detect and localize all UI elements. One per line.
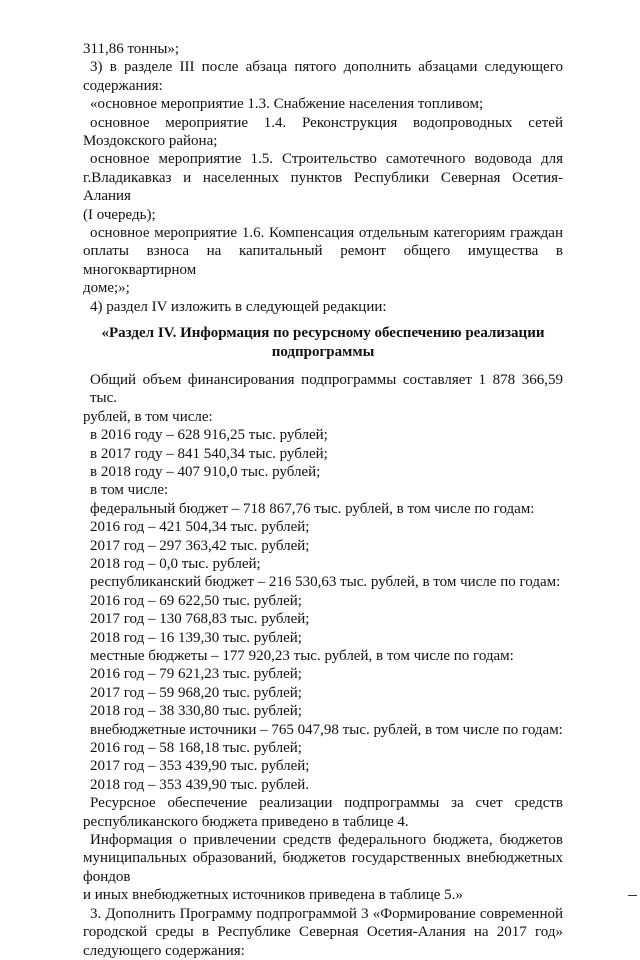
text-line: и иных внебюджетных источников приведена в таблице 5.» xyxy=(83,887,463,904)
section-heading-line-2: подпрограммы xyxy=(271,343,375,360)
text-line: основное мероприятие 1.4. Реконструкция водопроводных сетей xyxy=(90,114,563,131)
text-line: местные бюджеты – 177 920,23 тыс. рублей, в том числе по годам: xyxy=(90,648,514,664)
corner-mark xyxy=(628,895,637,896)
text-line: «основное мероприятие 1.3. Снабжение населения топливом; xyxy=(90,96,484,113)
text-line: Моздокского района; xyxy=(83,133,218,150)
text-line: республиканского бюджета приведено в таблице 4. xyxy=(83,813,409,830)
section-heading xyxy=(83,324,563,361)
text-line: 311,86 тонны»; xyxy=(83,41,180,57)
text-line: федеральный бюджет – 718 867,76 тыс. рублей, в том числе по годам: xyxy=(90,500,535,517)
text-line: 3. Дополнить Программу подпрограммой 3 «Формирование современной xyxy=(90,905,563,922)
text-line: 2016 год – 58 168,18 тыс. рублей; xyxy=(90,740,302,757)
text-line: основное мероприятие 1.6. Компенсация отдельным категориям граждан xyxy=(90,225,563,242)
text-line: 2018 год – 353 439,90 тыс. рублей. xyxy=(90,776,310,793)
text-line: 2017 год – 130 768,83 тыс. рублей; xyxy=(90,611,310,628)
text-line: в том числе: xyxy=(90,482,169,499)
document-page xyxy=(83,40,563,960)
text-line: 2017 год – 59 968,20 тыс. рублей; xyxy=(90,684,302,701)
text-line: республиканский бюджет – 216 530,63 тыс. рублей, в том числе по годам: xyxy=(90,574,561,591)
text-line: 4) раздел IV изложить в следующей редакции: xyxy=(90,298,387,315)
text-line: 2018 год – 16 139,30 тыс. рублей; xyxy=(90,629,302,646)
text-line: в 2017 году – 841 540,34 тыс. рублей; xyxy=(90,445,328,462)
text-line: Ресурсное обеспечение реализации подпрограммы за счет средств xyxy=(90,795,563,812)
text-line: доме;»; xyxy=(83,280,130,297)
text-line: 2017 год – 353 439,90 тыс. рублей; xyxy=(90,758,310,775)
text-line: городской среды в Республике Северная Осетия-Алания на 2017 год» xyxy=(83,924,563,941)
text-line: в 2016 году – 628 916,25 тыс. рублей; xyxy=(90,427,328,444)
text-line: муниципальных образований, бюджетов государственных внебюджетных фондов xyxy=(83,850,563,885)
section-heading-line-1: «Раздел IV. Информация по ресурсному обеспечению реализации xyxy=(101,325,545,342)
text-line: 2016 год – 79 621,23 тыс. рублей; xyxy=(90,666,302,683)
text-line: 2016 год – 69 622,50 тыс. рублей; xyxy=(90,592,302,609)
text-line: в 2018 году – 407 910,0 тыс. рублей; xyxy=(90,463,321,480)
text-line: содержания: xyxy=(83,77,163,94)
text-block-bottom xyxy=(83,371,563,960)
text-line: Общий объем финансирования подпрограммы составляет 1 878 366,59 тыс. xyxy=(90,371,563,407)
text-line: 2018 год – 38 330,80 тыс. рублей; xyxy=(90,703,302,720)
text-line: основное мероприятие 1.5. Строительство самотечного водовода для xyxy=(90,151,563,168)
text-line: г.Владикавказ и населенных пунктов Республики Северная Осетия-Алания xyxy=(83,169,563,205)
text-line: 2018 год – 0,0 тыс. рублей; xyxy=(90,555,261,572)
text-line: (I очередь); xyxy=(83,206,156,223)
text-line: рублей, в том числе: xyxy=(83,408,213,425)
text-line: Информация о привлечении средств федерального бюджета, бюджетов xyxy=(90,832,563,849)
text-block-top xyxy=(83,40,563,316)
text-line: 3) в разделе III после абзаца пятого дополнить абзацами следующего xyxy=(90,59,563,76)
text-line: внебюджетные источники – 765 047,98 тыс. рублей, в том числе по годам: xyxy=(90,721,563,738)
text-line: следующего содержания: xyxy=(83,942,245,959)
text-line: 2016 год – 421 504,34 тыс. рублей; xyxy=(90,519,310,536)
text-line: оплаты взноса на капитальный ремонт общего имущества в многоквартирном xyxy=(83,243,563,278)
text-line: 2017 год – 297 363,42 тыс. рублей; xyxy=(90,537,310,554)
